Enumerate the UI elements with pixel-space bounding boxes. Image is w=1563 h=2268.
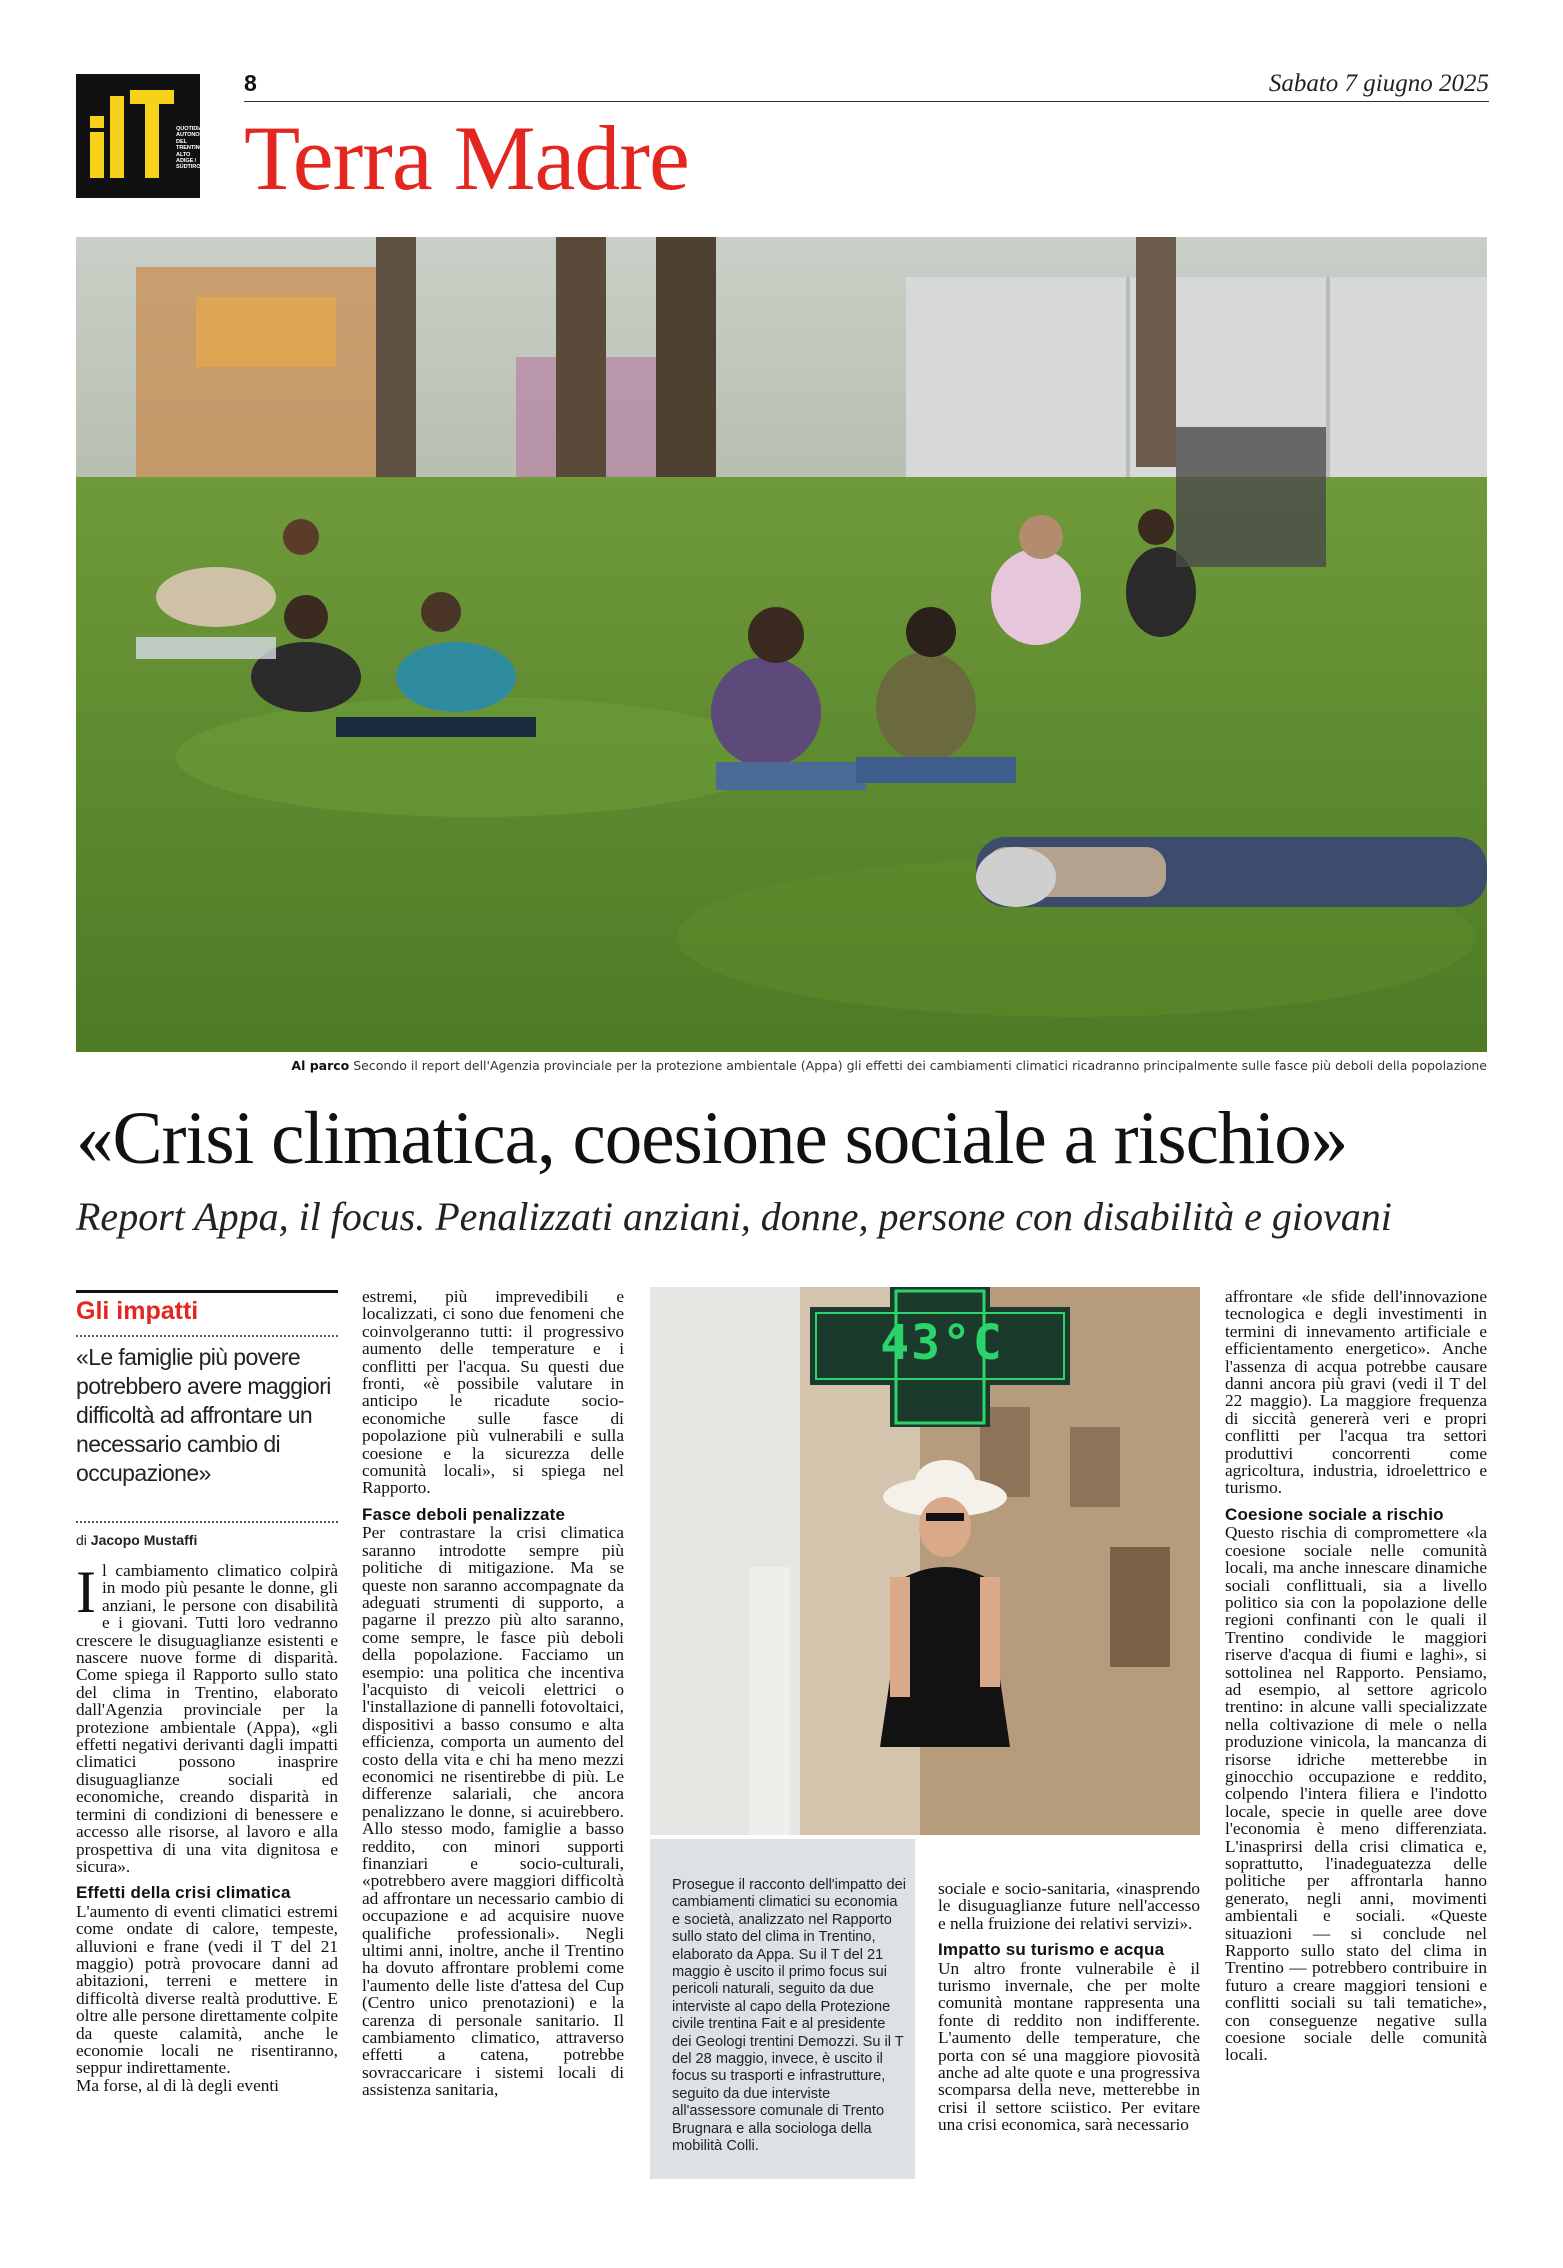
column-4-paragraph-1: affrontare «le sfide dell'innovazione tecnologica e degli investimenti in termini di innevamento artificiale e efficientamento energetico». Anche l'assenza di acqua potrebbe causare danni ancora più gravi (vedi il T del 22 maggio). La maggiore frequenza di siccità genererà veri e propri conflitti per l'acqua tra settori produttivi concorrenti come agricoltura, industria, idroelettrico e turismo. xyxy=(1225,1287,1487,1498)
column-4-paragraph-2: Questo rischia di compromettere «la coesione sociale nelle comunità locali, ma anche innescare dinamiche sociali conflittuali, sia a livello politico sia con la popolazione delle regioni confinanti con le quali il Trentino condivide le maggiori riserve d'acqua di fiumi e laghi», si sottolinea nel Rapporto. Pensiamo, ad esempio, al settore agricolo trentino: in alcune valli specializzate nella coltivazione di mele o nella produzione vinicola, la mancanza di risorse idriche metterebbe in ginocchio occupazione e reddito, colpendo l'intera filiera e l'indotto locale, specie in quelle aree dove l'economia è meno differenziata. L'inasprirsi della crisi climatica e, soprattutto, l'inadeguatezza delle politiche per affrontarla hanno generato, negli anni, movimenti ambientali e sociali. «Queste situazioni — si conclude nel Rapporto sullo stato del clima in Trentino — potrebbero contribuire in futuro a creare maggiori tensioni e conflitti sociali su tali tematiche», con conseguenze negative sulla coesione sociale delle comunità locali. xyxy=(1225,1523,1487,2065)
caption-text: Secondo il report dell'Agenzia provinciale per la protezione ambientale (Appa) gli effetti dei cambiamenti climatici ricadranno principalmente sulle fasce più deboli della popolazione xyxy=(353,1058,1487,1073)
thermometer-display: 43°C xyxy=(880,1315,1004,1371)
byline xyxy=(76,1532,197,1548)
column-1-paragraph-3: Ma forse, al di là degli eventi xyxy=(76,2075,279,2095)
column-3-paragraph-2: Un altro fronte vulnerabile è il turismo invernale, che per molte comunità montane rappresenta una fonte di reddito non indifferente. L'aumento delle temperature, che porta con sé una maggiore piovosità anche ad alte quote e una progressiva scomparsa della neve, metterebbe in crisi il settore sciistico. Per evitare una crisi economica, sarà necessario xyxy=(938,1958,1200,2135)
logo-tagline: QUOTIDIANO AUTONOMO DEL TRENTINO ALTO ADIGE / SÜDTIROL xyxy=(176,126,211,171)
column-1-paragraph-2: L'aumento di eventi climatici estremi come ondate di calore, tempeste, alluvioni e frane (vedi il T del 21 maggio) potrà provocare danni ad abitazioni, terreni e mettere in difficoltà diverse realtà produttive. E oltre alle persone direttamente colpite da queste calamità, anche le economie locali ne risentiranno, seppur indirettamente. xyxy=(76,1901,338,2078)
article-column-4 xyxy=(1225,1288,1487,2228)
dropcap: I xyxy=(76,1559,96,1625)
info-box-text: Prosegue il racconto dell'impatto dei cambiamenti climatici su economia e società, analizzato nel Rapporto sullo stato del clima in Trentino, elaborato da Appa. Su il T del 21 maggio è uscito il primo focus sui pericoli naturali, seguito da due interviste al capo della Protezione civile trentina Fait e al presidente dei Geologi trentini Demozzi. Su il T del 28 maggio, invece, è uscito il focus su trasporti e infrastrutture, seguito da due interviste all'assessore comunale di Trento Brugnara e alla sociologa della mobilità Colli. xyxy=(672,1877,906,2155)
caption-label: Al parco xyxy=(291,1058,350,1073)
article-subheadline: Report Appa, il focus. Penalizzati anziani, donne, persone con disabilità e giovani xyxy=(76,1194,1392,1239)
byline-prefix: di xyxy=(76,1532,87,1548)
article-column-1 xyxy=(76,1559,338,2224)
column-3-paragraph-1: sociale e socio-sanitaria, «inasprendo le disuguaglianze future nell'accesso e nella fruizione dei relativi servizi». xyxy=(938,1879,1200,1933)
street-heat-photo xyxy=(650,1287,1200,1835)
sidebar-divider-bottom xyxy=(76,1521,338,1523)
article-headline: «Crisi climatica, coesione sociale a rischio» xyxy=(76,1097,1348,1180)
subheading-cohesion: Coesione sociale a rischio xyxy=(1225,1504,1444,1524)
section-title: Terra Madre xyxy=(244,107,689,209)
sidebar-divider xyxy=(76,1335,338,1337)
header-divider xyxy=(244,101,1489,102)
issue-date: Sabato 7 giugno 2025 xyxy=(1268,70,1489,97)
column-2-paragraph-1: estremi, più imprevedibili e localizzati, ci sono due fenomeni che coinvolgeranno tutti: il progressivo aumento delle temperature e i conflitti per l'acqua. Su questi due fronti, «è possibile valutare in anticipo le ricadute socio-economiche sulle fasce di popolazione più vulnerabili e sulla coesione e la sicurezza delle comunità locali», si spiega nel Rapporto. xyxy=(362,1287,624,1498)
subheading-vulnerable: Fasce deboli penalizzate xyxy=(362,1504,566,1524)
page-number: 8 xyxy=(244,70,257,96)
subheading-tourism: Impatto su turismo e acqua xyxy=(938,1940,1165,1960)
sidebar-top-rule xyxy=(76,1290,338,1293)
sidebar-label: Gli impatti xyxy=(76,1297,199,1325)
byline-author: Jacopo Mustaffi xyxy=(90,1532,198,1548)
newspaper-logo xyxy=(76,74,211,198)
pull-quote: «Le famiglie più povere potrebbero avere maggiori difficoltà ad affrontare un necessario cambio di occupazione» xyxy=(76,1344,331,1486)
column-2-paragraph-2: Per contrastare la crisi climatica saranno introdotte sempre più politiche di mitigazione. Ma se queste non saranno accompagnate da adeguati strumenti di supporto, a pagarne il prezzo più alto saranno, come sempre, le fasce più deboli della popolazione. Facciamo un esempio: una politica che incentiva l'acquisto di veicoli elettrici o l'installazione di pannelli fotovoltaici, dispositivi a basso consumo e alta efficienza, comporta un aumento del costo della vita e chi ha meno mezzi economici ne risentirebbe di più. Le differenze salariali, che ancora penalizzano le donne, si acuirebbero. Allo stesso modo, famiglie a basso reddito, con minori supporti finanziari e socio-culturali, «potrebbero avere maggiori difficoltà ad affrontare un necessario cambio di occupazione e ad acquisire nuove qualifiche professionali». Negli ultimi anni, inoltre, anche il Trentino ha dovuto affrontare problemi come l'aumento delle liste d'attesa del Cup (Centro unico prenotazioni) e la carenza di personale sanitario. Il cambiamento climatico, attraverso effetti a catena, potrebbe sovraccaricare i sistemi locali di assistenza sanitaria, xyxy=(362,1523,624,2100)
column-1-paragraph-1: l cambiamento climatico colpirà in modo più pesante le donne, gli anziani, le persone con disabilità e i giovani. Tutti loro vedranno crescere le disuguaglianze esistenti e nascere nuove forme di disparità. Come spiega il Rapporto sullo stato del clima in Trentino, elaborato dall'Agenzia provinciale per la protezione ambientale (Appa), «gli effetti negativi derivanti dagli impatti climatici possono inasprire disuguaglianze sociali ed economiche, creando disparità in termini di condizioni di benessere e accesso alle risorse, al lavoro e alla prospettiva di una vita dignitosa e sicura». xyxy=(76,1561,338,1876)
article-column-3 xyxy=(938,1880,1200,2228)
park-photo xyxy=(76,237,1487,1052)
subheading-effects: Effetti della crisi climatica xyxy=(76,1883,291,1903)
photo-caption xyxy=(76,1058,1487,1073)
article-column-2 xyxy=(362,1288,624,2228)
